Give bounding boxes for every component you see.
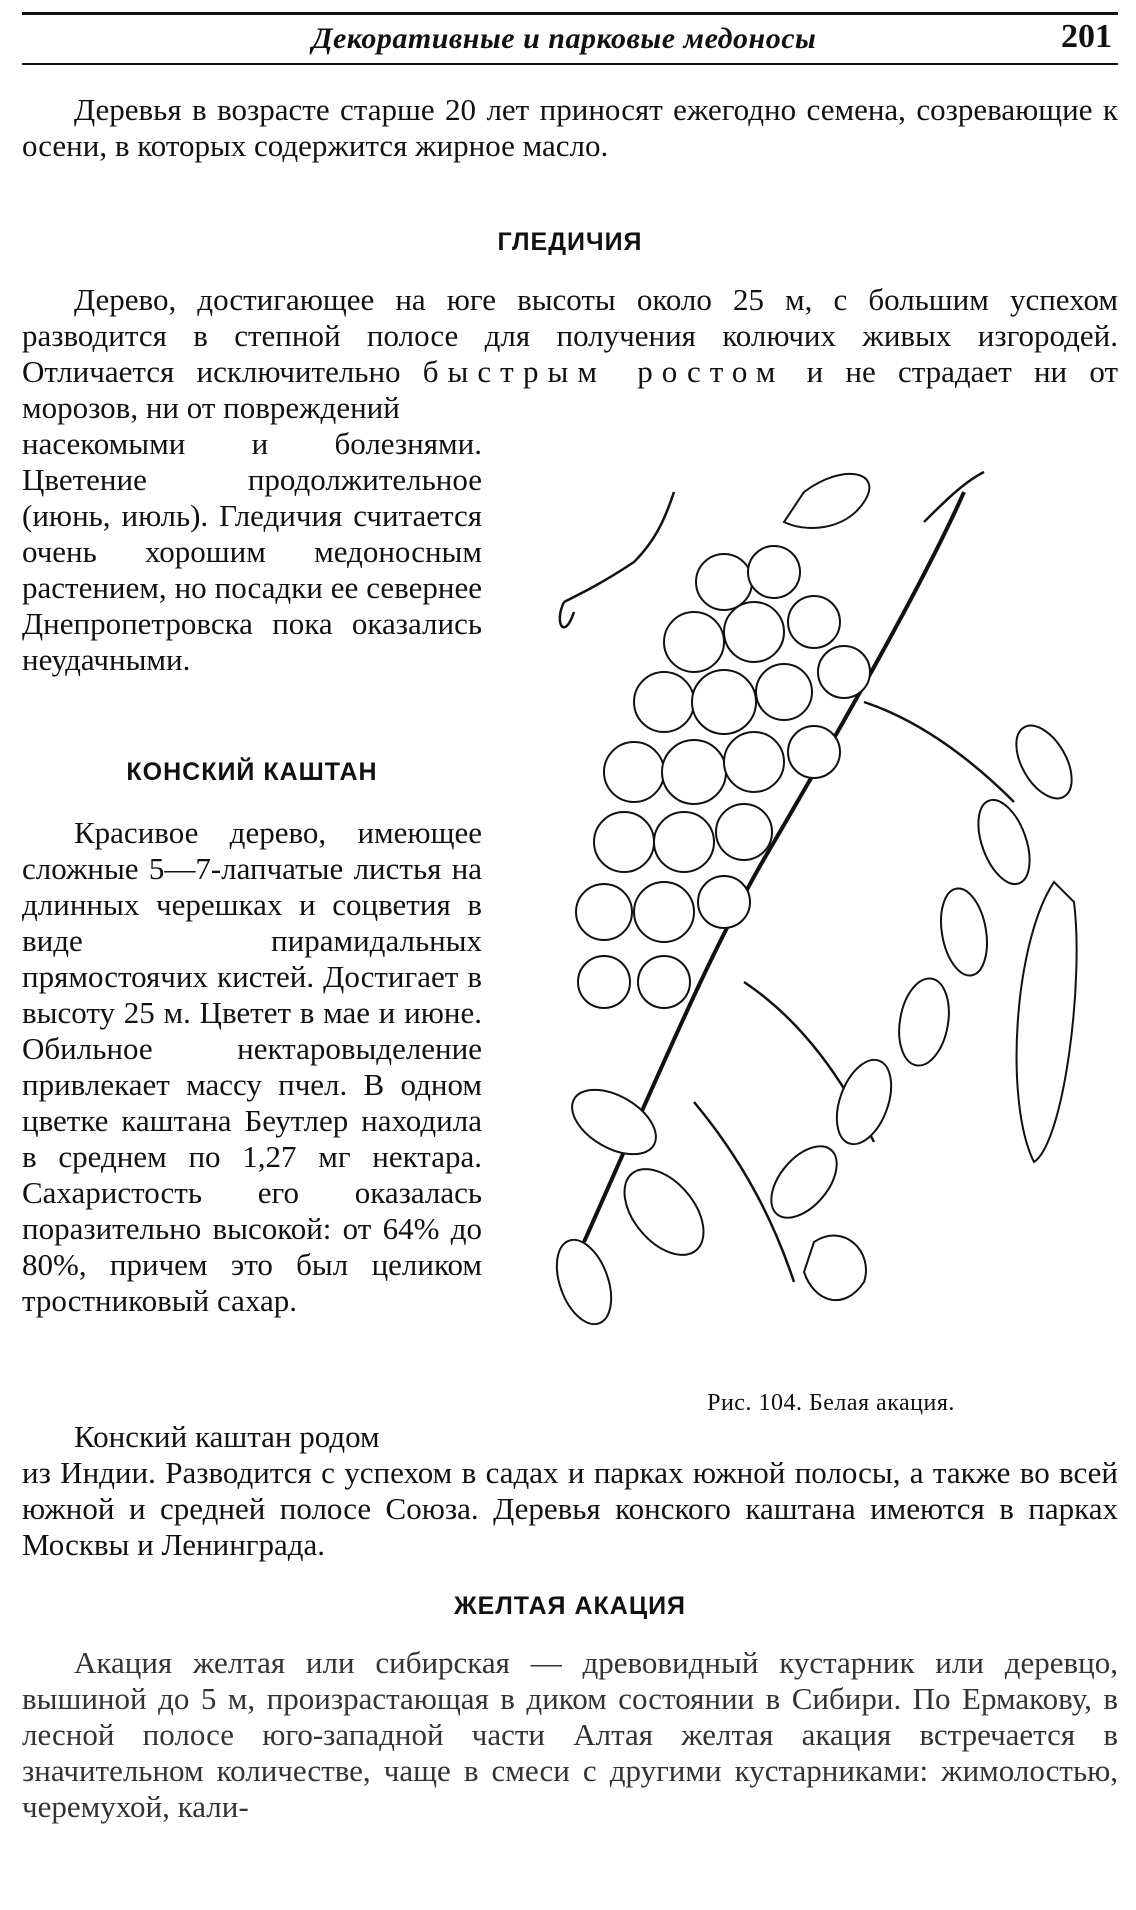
gledichia-paragraph-column: насекомыми и болезнями. Цветение продолжительное (июнь, июль). Гледичия считается очень хорошим медоносным растением, но посадки ее севернее Днепропетровска пока оказались неудачными. [22,426,482,677]
heading-yellow-acacia: ЖЕЛТАЯ АКАЦИЯ [453,1592,687,1620]
heading-horse-chestnut: КОНСКИЙ КАШТАН [126,758,378,786]
gledichia-text-start: Дерево, достигающее на юге высоты около 25 м, с большим успехом разводится в степной полосе для получения колючих живых изгородей. Отличается исключительно [22,282,1118,389]
yellow-acacia-paragraph: Акация желтая или сибирская — древовидный кустарник или деревцо, вышиной до 5 м, произрастающая в диком состоянии в Сибири. По Ермакову, в лесной полосе юго-западной части Алтая желтая акация встречается в значительном количестве, чаще в смеси с другими кустарниками: жимолостью, черемухой, кали- [22,1645,1118,1824]
book-page [22,0,1118,1910]
heading-gledichia: ГЛЕДИЧИЯ [497,228,643,256]
acacia-illustration [544,462,1118,1416]
header-rule-top [22,12,1118,15]
page-number: 201 [1061,18,1112,55]
intro-paragraph: Деревья в возрасте старше 20 лет приносят ежегодно семена, созревающие к осени, в которых содержится жирное масло. [22,92,1118,163]
horse-chestnut-paragraph-2-start: Конский каштан родом [74,1419,380,1454]
horse-chestnut-paragraph: Красивое дерево, имеющее сложные 5—7-лапчатые листья на длинных черешках и соцветия в виде пирамидальных прямостоячих кистей. Достигает в высоту 25 м. Цветет в мае и июне. Обильное нектаровыделение привлекает массу пчел. В одном цветке каштана Беутлер находила в среднем по 1,27 мг нектара. Сахаристость его оказалась поразительно высокой: от 64% до 80%, причем это был целиком тростниковый сахар. [22,815,482,1318]
running-header [22,0,1118,70]
header-rule-bottom [22,63,1118,65]
figure-caption: Рис. 104. Белая акация. [707,1390,955,1416]
horse-chestnut-paragraph-2-rest: из Индии. Разводится с успехом в садах и парках южной полосы, а также во всей южной и средней полосе Союза. Деревья конского каштана имеются в парках Москвы и Ленинграда. [22,1455,1118,1562]
white-acacia-drawing [544,462,1118,1372]
running-title: Декоративные и парковые медоносы [312,22,817,55]
gledichia-text-end: и не страдает ни от морозов, ни от повреждений [22,354,1118,425]
gledichia-paragraph-full-width [22,282,1118,426]
gledichia-emphasis: быстрым ростом [422,354,785,389]
